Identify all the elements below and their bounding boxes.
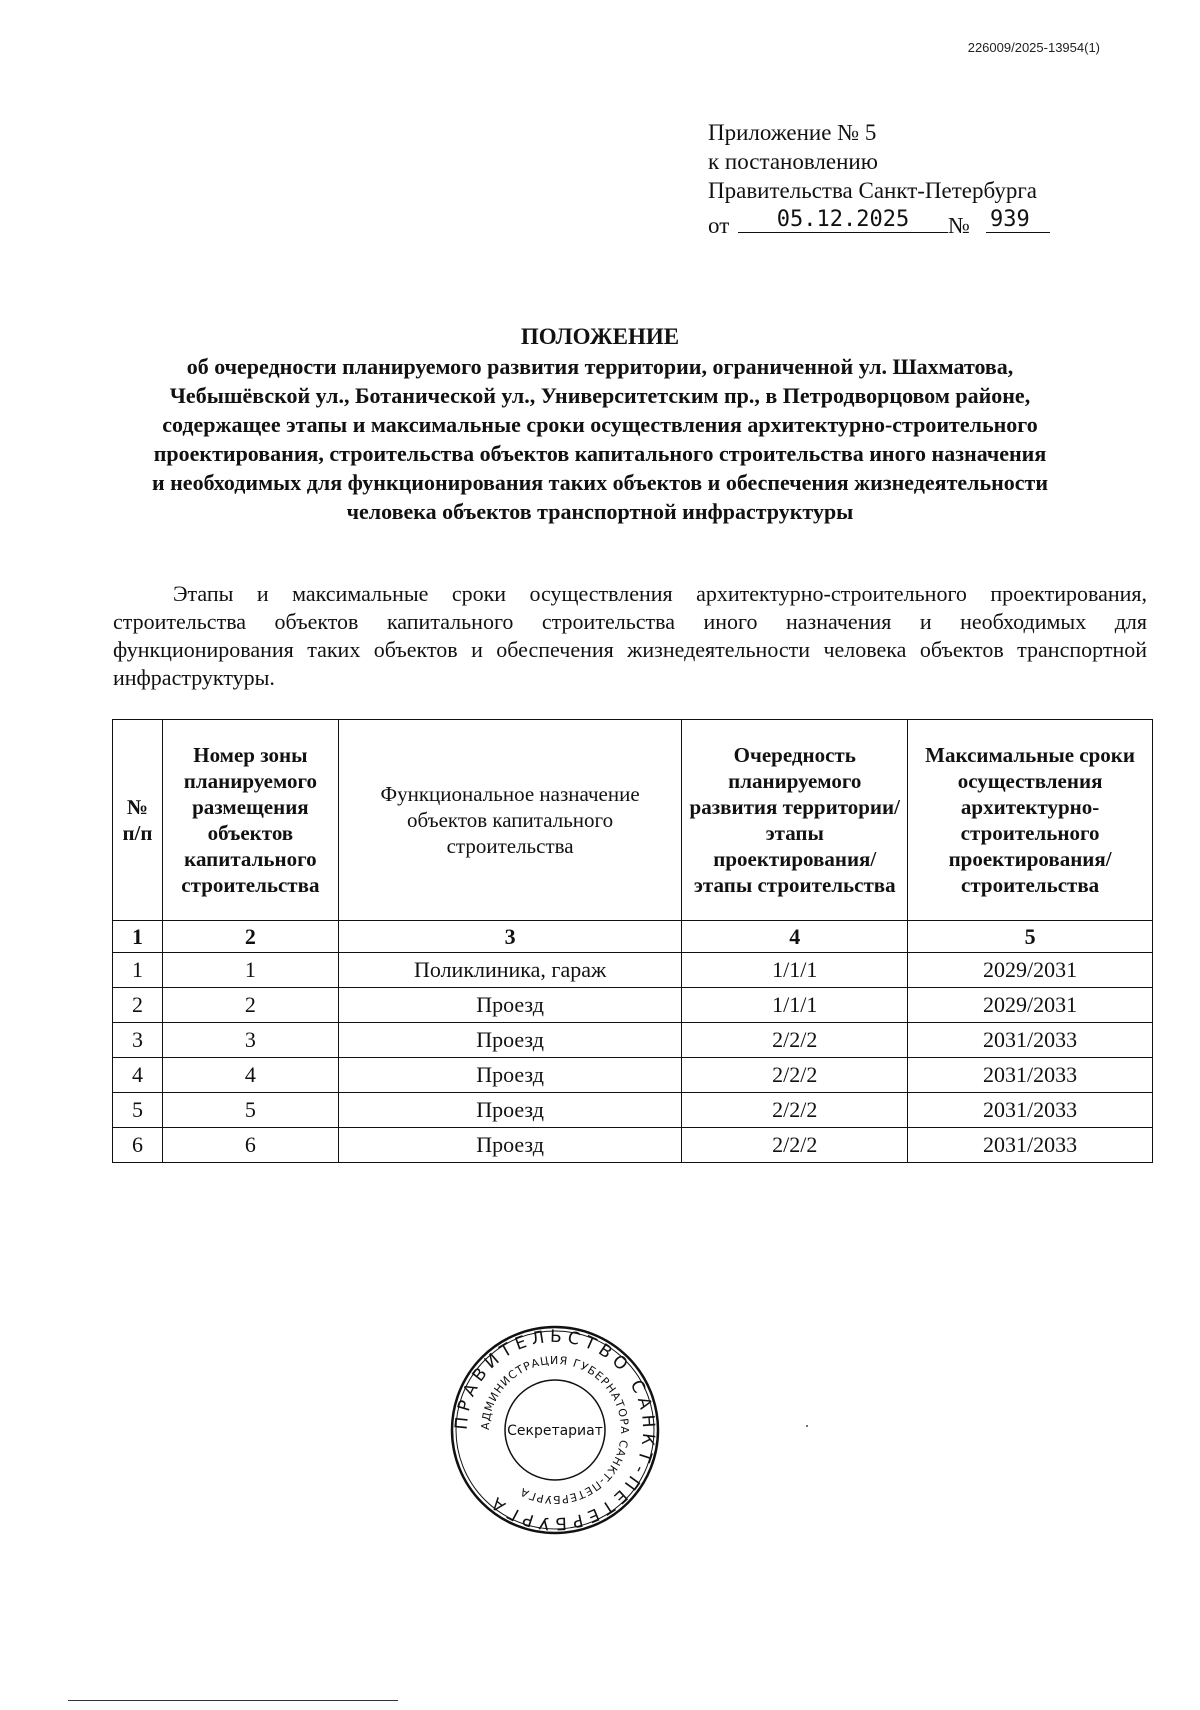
official-seal [450,1325,660,1535]
cell-zone: 5 [162,1093,338,1128]
table-row [113,953,1153,988]
header-order: Очередность планируемого развития территории/этапы проектирования/ этапы строительства [682,720,908,921]
date-prefix: от [708,213,730,238]
title-line: содержащее этапы и максимальные сроки осуществления архитектурно-строительного [162,412,1038,437]
cell-purpose: Поликлиника, гараж [338,953,681,988]
title-line: Чебышёвской ул., Ботанической ул., Университетским пр., в Петродворцовом районе, [169,383,1031,408]
cell-order: 2/2/2 [682,1058,908,1093]
cell-deadline: 2031/2033 [908,1128,1153,1163]
cell-order: 1/1/1 [682,988,908,1023]
number-prefix: № [948,213,970,238]
stages-table [112,719,1153,1163]
cell-zone: 6 [162,1128,338,1163]
title-line: человека объектов транспортной инфраструктуры [346,499,854,524]
cell-order: 2/2/2 [682,1093,908,1128]
column-number: 2 [162,921,338,953]
column-number: 3 [338,921,681,953]
appendix-authority: Правительства Санкт-Петербурга [708,178,1037,203]
cell-purpose: Проезд [338,1093,681,1128]
header-deadlines: Максимальные сроки осуществления архитектурно-строительного проектирования/ строительства [908,720,1153,921]
header-index: № п/п [113,720,163,921]
column-number-row [113,921,1153,953]
seal-center-text: Секретариат [507,1423,603,1439]
header-zone: Номер зоны планируемого размещения объектов капитального строительства [162,720,338,921]
cell-deadline: 2031/2033 [908,1093,1153,1128]
table-row [113,988,1153,1023]
cell-purpose: Проезд [338,1128,681,1163]
table-row [113,1058,1153,1093]
speck [806,1425,808,1427]
seal-outer-text: ПРАВИТЕЛЬСТВО САНКТ-ПЕТЕРБУРГА [451,1326,659,1534]
title-line: об очередности планируемого развития территории, ограниченной ул. Шахматова, [186,354,1014,379]
footer-rule [68,1700,398,1701]
table-header-row [113,720,1153,921]
cell-zone: 4 [162,1058,338,1093]
appendix-title: Приложение № 5 [708,120,877,145]
document-id: 226009/2025-13954(1) [967,40,1100,55]
cell-order: 2/2/2 [682,1128,908,1163]
column-number: 1 [113,921,163,953]
document-title [100,322,1100,526]
appendix-block [708,118,1037,237]
column-number: 4 [682,921,908,953]
cell-purpose: Проезд [338,988,681,1023]
table-row [113,1093,1153,1128]
table-row [113,1023,1153,1058]
cell-deadline: 2031/2033 [908,1023,1153,1058]
cell-index: 3 [113,1023,163,1058]
cell-index: 5 [113,1093,163,1128]
title-line: проектирования, строительства объектов капитального строительства иного назначения [153,441,1047,466]
cell-purpose: Проезд [338,1023,681,1058]
cell-zone: 1 [162,953,338,988]
cell-deadline: 2031/2033 [908,1058,1153,1093]
table-row [113,1128,1153,1163]
seal-inner-text: АДМИНИСТРАЦИЯ ГУБЕРНАТОРА САНКТ-ПЕТЕРБУРГА [478,1353,632,1507]
decree-number: 939 [986,205,1050,233]
cell-index: 4 [113,1058,163,1093]
cell-index: 6 [113,1128,163,1163]
cell-index: 2 [113,988,163,1023]
appendix-subtitle: к постановлению [708,149,878,174]
intro-paragraph: Этапы и максимальные сроки осуществления архитектурно-строительного проектирования, строительства объектов капитального строительства иного назначения и необходимых для функционирования таких объектов и обеспечения жизнедеятельности человека объектов транспортной инфраструктуры. [113,581,1147,690]
title-heading: ПОЛОЖЕНИЕ [520,324,680,349]
decree-date: 05.12.2025 [738,205,948,233]
cell-deadline: 2029/2031 [908,953,1153,988]
header-purpose: Функциональное назначение объектов капитального строительства [338,720,681,921]
appendix-date-line [708,205,1037,237]
cell-zone: 3 [162,1023,338,1058]
cell-deadline: 2029/2031 [908,988,1153,1023]
cell-order: 1/1/1 [682,953,908,988]
title-line: и необходимых для функционирования таких объектов и обеспечения жизнедеятельности [151,470,1049,495]
column-number: 5 [908,921,1153,953]
cell-purpose: Проезд [338,1058,681,1093]
cell-zone: 2 [162,988,338,1023]
cell-order: 2/2/2 [682,1023,908,1058]
cell-index: 1 [113,953,163,988]
